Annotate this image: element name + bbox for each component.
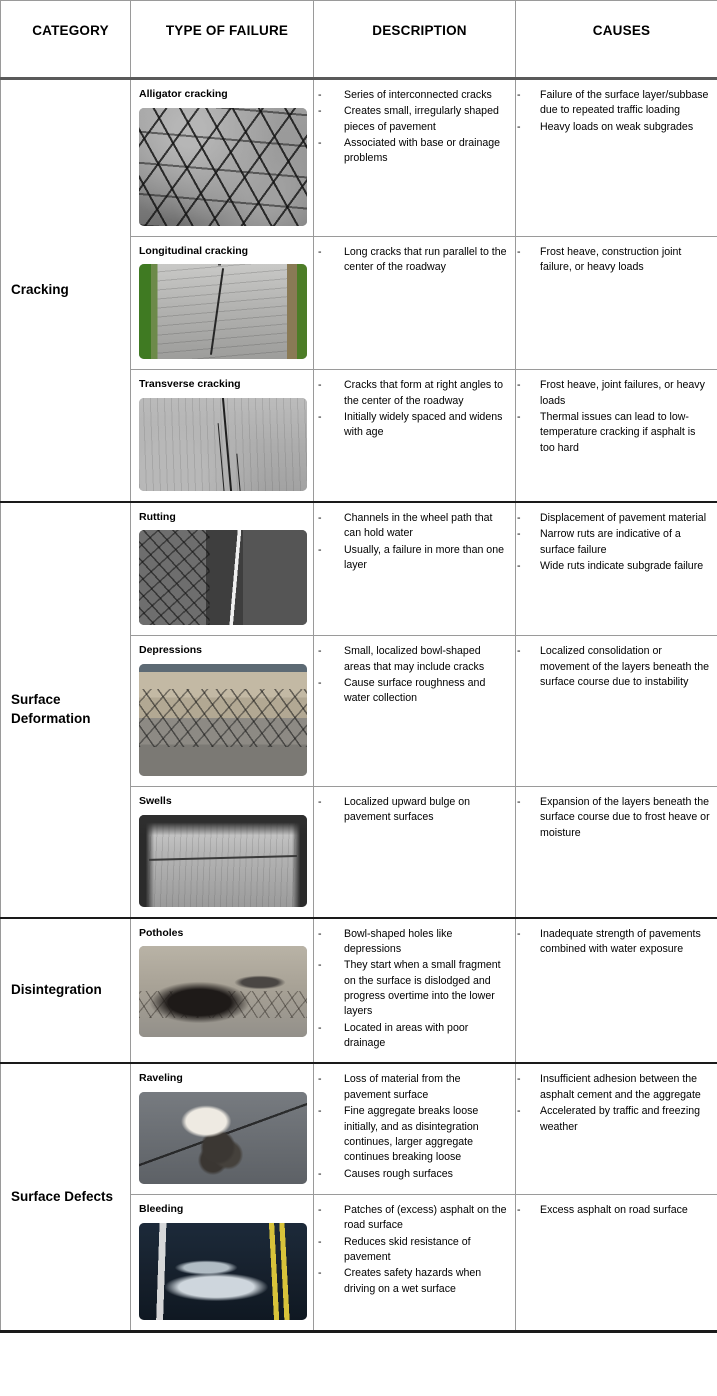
causes-bullet: - Thermal issues can lead to low-temperature cracking if asphalt is too hard (516, 410, 711, 456)
description-bullet: - Reduces skid resistance of pavement (314, 1235, 509, 1266)
failure-type-cell (131, 79, 314, 237)
description-cell (314, 1195, 516, 1332)
category-cell (1, 502, 131, 918)
description-cell-list (314, 927, 509, 1052)
causes-cell-list (516, 927, 711, 958)
failure-type-cell (131, 1063, 314, 1194)
column-header-description-label: DESCRIPTION (372, 23, 467, 38)
causes-cell (516, 786, 717, 917)
description-cell (314, 786, 516, 917)
causes-cell-list (516, 378, 711, 456)
table-row (1, 1063, 717, 1194)
causes-cell-list (516, 1072, 711, 1134)
table-row (1, 502, 717, 636)
description-cell-list (314, 1072, 509, 1182)
table-body (1, 79, 717, 1332)
column-header-causes-label: CAUSES (592, 23, 651, 38)
header-row (1, 1, 717, 79)
transverse-cracking-photo-texture (139, 398, 307, 491)
causes-bullet: - Failure of the surface layer/subbase due to repeated traffic loading (516, 88, 711, 119)
depressions-photo (139, 664, 307, 776)
description-bullet: - Causes rough surfaces (314, 1167, 509, 1182)
bleeding-photo (139, 1223, 307, 1320)
failure-type-label: Transverse cracking (139, 378, 241, 391)
failure-type-label: Raveling (139, 1072, 183, 1085)
category-label: Surface Defects (11, 1188, 114, 1204)
causes-cell (516, 918, 717, 1064)
causes-cell (516, 502, 717, 636)
description-cell (314, 502, 516, 636)
depressions-photo-texture (139, 664, 307, 776)
causes-bullet: - Frost heave, joint failures, or heavy loads (516, 378, 711, 409)
failure-type-cell (131, 1195, 314, 1332)
description-cell (314, 918, 516, 1064)
description-bullet: - Usually, a failure in more than one layer (314, 543, 509, 574)
column-header-type-of-failure (131, 1, 314, 79)
raveling-photo-texture (139, 1092, 307, 1184)
column-header-category-label: CATEGORY (32, 23, 109, 38)
description-cell-list (314, 378, 509, 440)
failure-type-cell (131, 236, 314, 370)
bleeding-photo-texture (139, 1223, 307, 1320)
category-label: Cracking (11, 282, 69, 298)
description-cell (314, 636, 516, 787)
description-bullet: - Loss of material from the pavement surface (314, 1072, 509, 1103)
potholes-photo-texture (139, 946, 307, 1037)
failure-type-label: Bleeding (139, 1203, 184, 1216)
failure-type-label: Longitudinal cracking (139, 244, 249, 257)
failure-type-label: Depressions (139, 644, 203, 657)
causes-bullet: - Heavy loads on weak subgrades (516, 120, 711, 135)
description-cell-list (314, 644, 509, 706)
description-cell-list (314, 1203, 509, 1297)
causes-cell-list (516, 511, 711, 574)
description-cell (314, 1063, 516, 1194)
rutting-photo (139, 530, 307, 625)
causes-cell (516, 370, 717, 502)
failure-type-label: Rutting (139, 510, 176, 523)
failure-type-label: Alligator cracking (139, 88, 228, 100)
failure-type-label: Swells (139, 794, 172, 807)
raveling-photo (139, 1092, 307, 1184)
table-row (1, 918, 717, 1064)
column-header-causes (516, 1, 717, 79)
description-bullet: - Bowl-shaped holes like depressions (314, 927, 509, 958)
description-bullet: - Creates safety hazards when driving on a wet surface (314, 1266, 509, 1297)
causes-cell (516, 79, 717, 237)
swells-photo-texture (139, 815, 307, 907)
potholes-photo (139, 946, 307, 1037)
description-cell (314, 236, 516, 370)
category-label: Surface Deformation (11, 692, 91, 726)
category-label: Disintegration (11, 982, 102, 998)
causes-bullet: - Localized consolidation or movement of the layers beneath the surface course due to instability (516, 644, 711, 690)
description-bullet: - Fine aggregate breaks loose initially, and as disintegration continues, larger aggregate continues breaking loose (314, 1104, 509, 1165)
causes-cell (516, 1195, 717, 1332)
description-cell-list (314, 511, 509, 573)
description-bullet: - Series of interconnected cracks (314, 88, 509, 103)
causes-bullet: - Wide ruts indicate subgrade failure (516, 559, 711, 574)
category-cell (1, 79, 131, 502)
causes-cell (516, 1063, 717, 1194)
causes-bullet: - Expansion of the layers beneath the surface course due to frost heave or moisture (516, 795, 711, 841)
description-bullet: - Cause surface roughness and water collection (314, 676, 509, 707)
causes-cell-list (516, 1203, 711, 1218)
failure-type-label: Potholes (139, 926, 184, 939)
description-bullet: - Initially widely spaced and widens with age (314, 410, 509, 441)
causes-bullet: - Inadequate strength of pavements combined with water exposure (516, 927, 711, 958)
failure-type-cell (131, 918, 314, 1064)
column-header-description (314, 1, 516, 79)
description-bullet: - Cracks that form at right angles to the center of the roadway (314, 378, 509, 409)
transverse-cracking-photo (139, 398, 307, 491)
column-header-type-of-failure-label: TYPE OF FAILURE (165, 23, 289, 38)
category-cell (1, 1063, 131, 1331)
causes-cell (516, 236, 717, 370)
table-row (1, 79, 717, 237)
causes-bullet: - Excess asphalt on road surface (516, 1203, 711, 1218)
causes-bullet: - Insufficient adhesion between the asphalt cement and the aggregate (516, 1072, 711, 1103)
longitudinal-cracking-photo (139, 264, 307, 359)
description-cell (314, 79, 516, 237)
causes-cell-list (516, 795, 711, 841)
description-bullet: - Patches of (excess) asphalt on the road surface (314, 1203, 509, 1234)
description-bullet: - Associated with base or drainage problems (314, 136, 509, 167)
longitudinal-cracking-photo-texture (139, 264, 307, 359)
description-cell-list (314, 795, 509, 826)
description-bullet: - Located in areas with poor drainage (314, 1021, 509, 1052)
description-bullet: - Localized upward bulge on pavement surfaces (314, 795, 509, 826)
description-bullet: - Creates small, irregularly shaped pieces of pavement (314, 104, 509, 135)
causes-bullet: - Displacement of pavement material (516, 511, 711, 526)
causes-bullet: - Narrow ruts are indicative of a surface failure (516, 527, 711, 558)
description-cell (314, 370, 516, 502)
category-cell (1, 918, 131, 1064)
swells-photo (139, 815, 307, 907)
description-bullet: - Small, localized bowl-shaped areas that may include cracks (314, 644, 509, 675)
description-bullet: - They start when a small fragment on the surface is dislodged and progress overtime into the lower layers (314, 958, 509, 1019)
causes-cell-list (516, 644, 711, 690)
alligator-cracking-photo (139, 108, 307, 226)
description-cell-list (314, 88, 509, 167)
alligator-cracking-photo-texture (139, 108, 307, 226)
causes-bullet: - Frost heave, construction joint failure, or heavy loads (516, 245, 711, 276)
failure-type-cell (131, 786, 314, 917)
description-bullet: - Long cracks that run parallel to the center of the roadway (314, 245, 509, 276)
column-header-category (1, 1, 131, 79)
description-bullet: - Channels in the wheel path that can hold water (314, 511, 509, 542)
failure-type-cell (131, 370, 314, 502)
causes-cell-list (516, 88, 711, 135)
table-header (1, 1, 717, 79)
description-cell-list (314, 245, 509, 276)
causes-cell (516, 636, 717, 787)
causes-bullet: - Accelerated by traffic and freezing weather (516, 1104, 711, 1135)
rutting-photo-texture (139, 530, 307, 625)
causes-cell-list (516, 245, 711, 276)
failure-type-cell (131, 636, 314, 787)
failure-type-cell (131, 502, 314, 636)
